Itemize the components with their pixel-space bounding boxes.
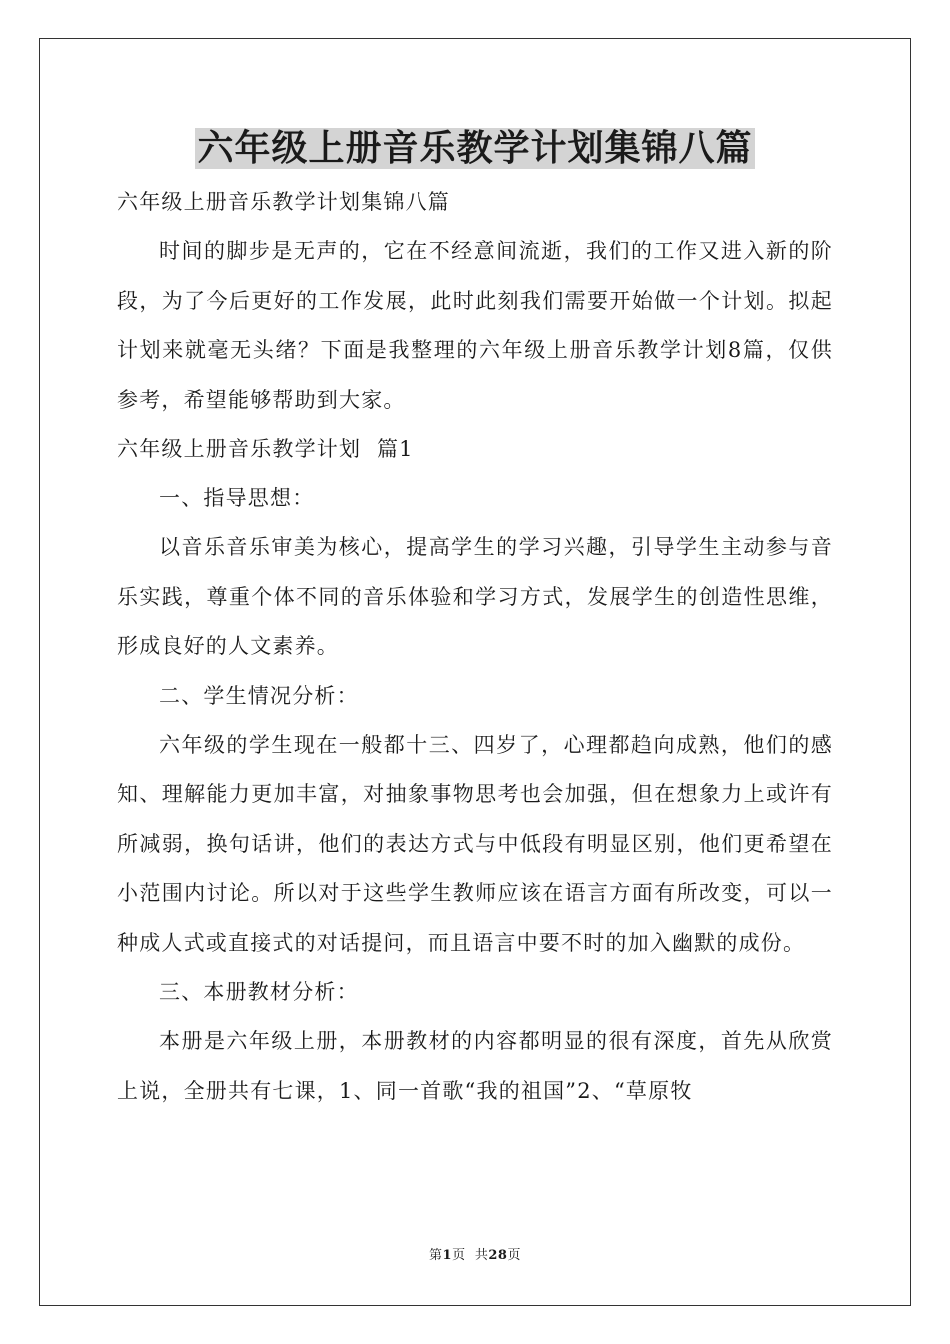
footer-page-mid: 页 共: [452, 1248, 489, 1263]
document-title: [0, 124, 950, 174]
document-subtitle: 六年级上册音乐教学计划集锦八篇: [117, 190, 450, 214]
section-2-body: 六年级的学生现在一般都十三、四岁了，心理都趋向成熟，他们的感知、理解能力更加丰富，对抽象事物思考也会加强，但在想象力上或许有所减弱，换句话讲，他们的表达方式与中低段有明显区别，他们更希望在小范围内讨论。所以对于这些学生教师应该在语言方面有所改变，可以一种成人式或直接式的对话提问，而且语言中要不时的加入幽默的成份。: [117, 732, 833, 955]
section-3-body: 本册是六年级上册，本册教材的内容都明显的很有深度，首先从欣赏上说，全册共有七课，1、同一首歌“我的祖国”2、“草原牧: [117, 1029, 833, 1103]
section-3-heading: 三、本册教材分析：: [159, 980, 359, 1004]
section-1-heading: 一、指导思想：: [159, 486, 315, 510]
document-title-text: 六年级上册音乐教学计划集锦八篇: [197, 128, 753, 169]
section-heading: 六年级上册音乐教学计划 篇1: [117, 437, 414, 461]
section-1-body: 以音乐音乐审美为核心，提高学生的学习兴趣，引导学生主动参与音乐实践，尊重个体不同的音乐体验和学习方式，发展学生的创造性思维，形成良好的人文素养。: [117, 535, 833, 658]
footer-page-suffix: 页: [507, 1248, 521, 1263]
footer-page-total: 28: [488, 1248, 508, 1263]
document-body: [117, 178, 833, 1116]
section-2-heading: 二、学生情况分析：: [159, 683, 359, 708]
footer-page-prefix: 第: [429, 1248, 443, 1263]
page-footer: [0, 1246, 950, 1266]
intro-paragraph: 时间的脚步是无声的，它在不经意间流逝，我们的工作又进入新的阶段，为了今后更好的工作发展，此时此刻我们需要开始做一个计划。拟起计划来就毫无头绪？下面是我整理的六年级上册音乐教学计划8篇，仅供参考，希望能够帮助到大家。: [117, 239, 833, 412]
footer-page-current: 1: [442, 1248, 453, 1263]
